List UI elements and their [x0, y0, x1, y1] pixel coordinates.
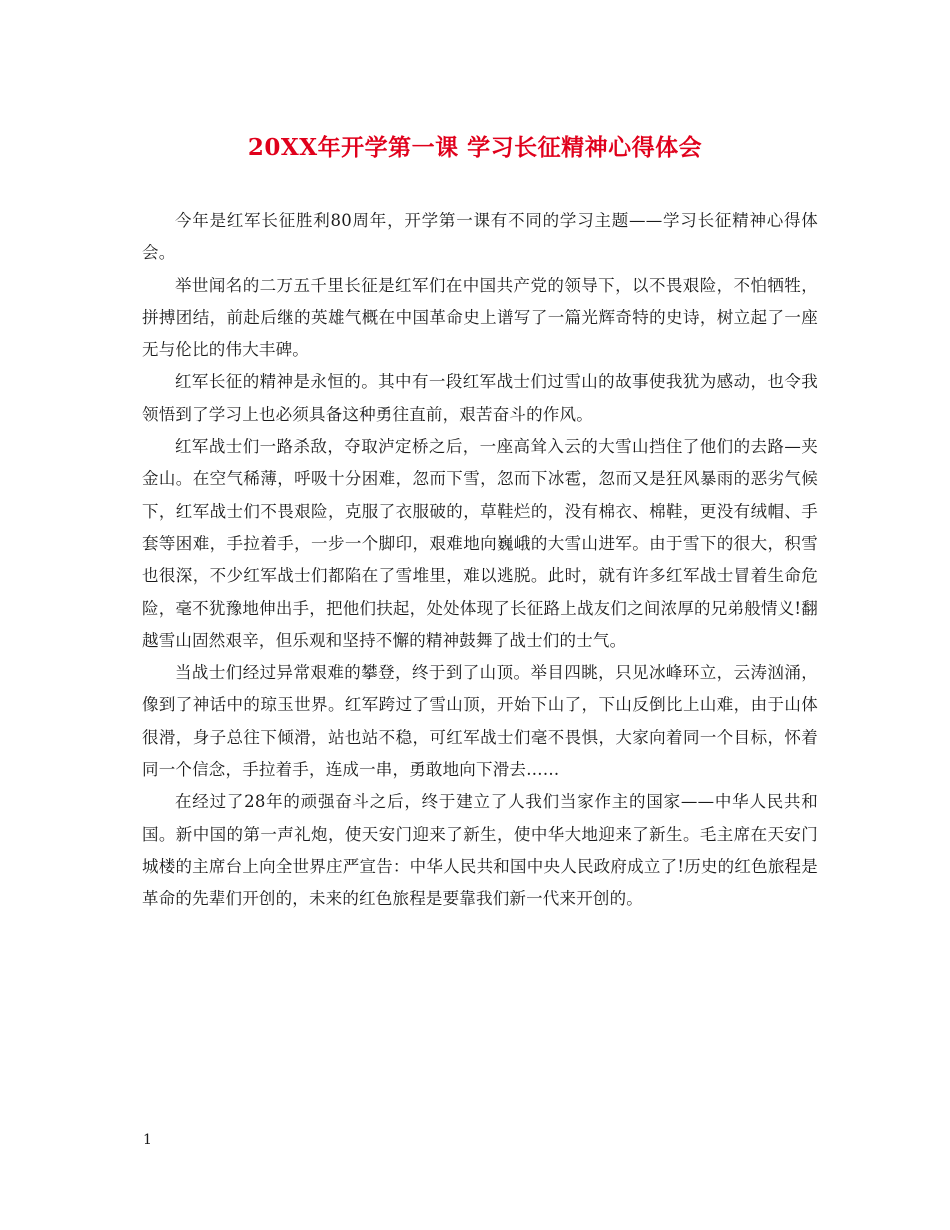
paragraph-1: 今年是红军长征胜利80周年，开学第一课有不同的学习主题——学习长征精神心得体会。: [142, 211, 818, 263]
paragraph-6: 在经过了28年的顽强奋斗之后，终于建立了人我们当家作主的国家——中华人民共和国。新中国的第一声礼炮，使天安门迎来了新生，使中华大地迎来了新生。毛主席在天安门城楼的主席台上向全世界庄严宣告：中华人民共和国中央人民政府成立了!历史的红色旅程是革命的先辈们开创的，未来的红色旅程是要靠我们新一代来开创的。: [142, 792, 818, 909]
paragraph-5: 当战士们经过异常艰难的攀登，终于到了山顶。举目四眺，只见冰峰环立，云涛汹涌，像到了神话中的琼玉世界。红军跨过了雪山顶，开始下山了，下山反倒比上山难，由于山体很滑，身子总往下倾滑，站也站不稳，可红军战士们毫不畏惧，大家向着同一个目标，怀着同一个信念，手拉着手，连成一串，勇敢地向下滑去……: [142, 663, 818, 780]
page-number: 1: [143, 1132, 152, 1148]
paragraph-3: 红军长征的精神是永恒的。其中有一段红军战士们过雪山的故事使我犹为感动，也令我领悟到了学习上也必须具备这种勇往直前，艰苦奋斗的作风。: [142, 372, 818, 424]
paragraph-2: 举世闻名的二万五千里长征是红军们在中国共产党的领导下，以不畏艰险，不怕牺牲，拼搏团结，前赴后继的英雄气概在中国革命史上谱写了一篇光辉奇特的史诗，树立起了一座无与伦比的伟大丰碑。: [142, 275, 818, 360]
document-body: [142, 205, 818, 916]
document-title: 20XX年开学第一课 学习长征精神心得体会: [247, 134, 703, 161]
paragraph-4: 红军战士们一路杀敌，夺取泸定桥之后，一座高耸入云的大雪山挡住了他们的去路—夹金山。在空气稀薄，呼吸十分困难，忽而下雪，忽而下冰雹，忽而又是狂风暴雨的恶劣气候下，红军战士们不畏艰险，克服了衣服破的，草鞋烂的，没有棉衣、棉鞋，更没有绒帽、手套等困难，手拉着手，一步一个脚印，艰难地向巍峨的大雪山进军。由于雪下的很大，积雪也很深，不少红军战士们都陷在了雪堆里，难以逃脱。此时，就有许多红军战士冒着生命危险，毫不犹豫地伸出手，把他们扶起，处处体现了长征路上战友们之间浓厚的兄弟般情义!翻越雪山固然艰辛，但乐观和坚持不懈的精神鼓舞了战士们的士气。: [142, 437, 818, 650]
